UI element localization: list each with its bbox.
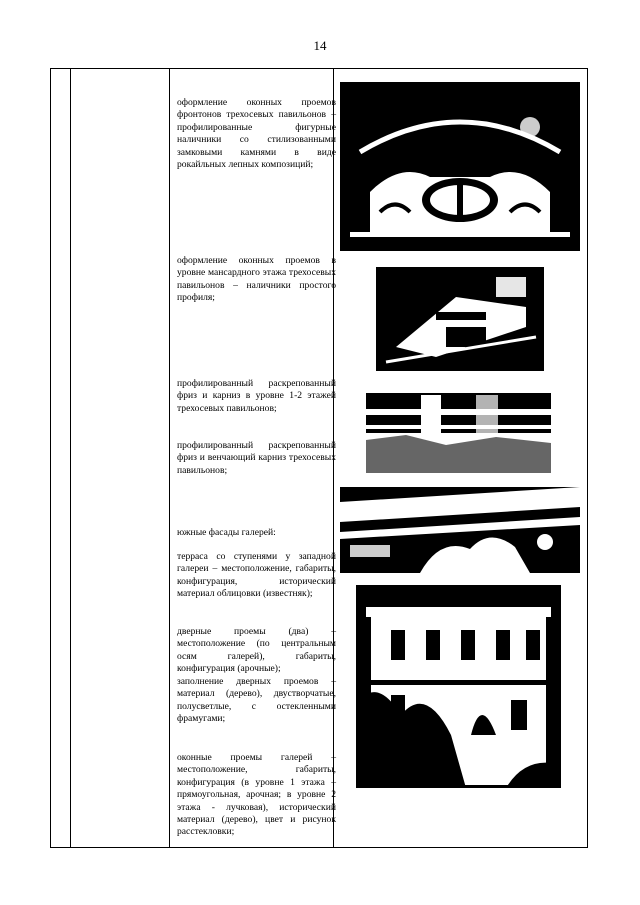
paragraph: профилированный раскрепованный фриз и венчающий карниз трехосевых павильонов;	[177, 440, 336, 476]
heritage-table	[50, 68, 588, 848]
paragraph: оконные проемы галерей – местоположение, габариты, конфигурация (в уровне 1 этажа – прямоугольная, арочная; в уровне 2 этажа - лучковая), исторический материал (дерево), цвет и рисунок расстекловки;	[177, 752, 336, 838]
paragraph: оформление оконных проемов фронтонов трехосевых павильонов – профилированные фигурные наличники со стилизованными замковыми камнями в виде рокайльных лепных композиций;	[177, 97, 336, 171]
photo-mansard-window-surround	[376, 267, 544, 371]
description-column	[177, 69, 336, 847]
paragraph: дверные проемы (два) – местоположение (по центральным осям галерей), габариты, конфигурация (арочные);	[177, 626, 336, 675]
column-divider	[169, 69, 170, 847]
paragraph: заполнение дверных проемов – материал (дерево), двустворчатые, полусветлые, с остекленными фрамугами;	[177, 676, 336, 725]
paragraph: южные фасады галерей:	[177, 527, 276, 538]
paragraph: терраса со ступенями у западной галереи – местоположение, габариты, конфигурация, исторический материал облицовки (известняк);	[177, 551, 336, 600]
column-divider	[70, 69, 71, 847]
paragraph: профилированный раскрепованный фриз и карниз в уровне 1-2 этажей трехосевых павильонов;	[177, 378, 336, 414]
paragraph: оформление оконных проемов в уровне мансардного этажа трехосевых павильонов – наличники простого профиля;	[177, 255, 336, 304]
photo-window-pediment-ornament	[340, 82, 580, 251]
page-number: 14	[313, 38, 327, 53]
photo-south-facade-gallery	[356, 585, 561, 788]
photo-frieze-cornice-1-2-floors	[366, 385, 551, 473]
photo-crowning-cornice	[340, 487, 580, 573]
